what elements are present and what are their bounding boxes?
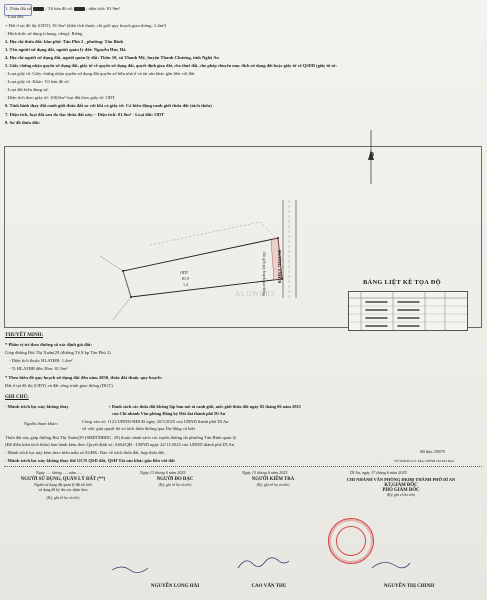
date-1: Ngày ..... tháng ..... năm ..... bbox=[36, 470, 83, 475]
explanation-line-2: Giáp đường Bùi Thị Xuân(29 (đường Tổ 8 kp Tân Phú 2) bbox=[5, 350, 111, 355]
road-setback-label: Chỉ giới quy hoạch giao thông bbox=[262, 252, 266, 296]
parcel-number-line: 1. Thửa đất số: ; Tờ bản đồ số: ; diện tích: 81.9m² bbox=[5, 6, 120, 11]
date-2: Ngày 13 tháng 6 năm 2025 bbox=[140, 470, 186, 475]
watermark: ALOWARS bbox=[235, 290, 276, 298]
explanation-line-1: * Phần vị trí theo đường số xác định giá đất: bbox=[5, 342, 92, 347]
signer-4-instruction: (Ký, ghi rõ họ tên) bbox=[386, 493, 416, 497]
divider bbox=[4, 466, 482, 467]
current-land-type: - Loại đất hiện đang sử: bbox=[5, 87, 49, 92]
coord-table-title: BẢNG LIỆT KÊ TỌA ĐỘ bbox=[363, 279, 441, 286]
certificate-type-other: - Loại giấy tờ: Khác: Tờ bản đồ số: bbox=[5, 79, 70, 84]
date-3: Ngày 13 tháng 6 năm 2025 bbox=[242, 470, 288, 475]
parcel-diagram-label: 8. Sơ đồ thửa đất: bbox=[5, 120, 41, 125]
explanation-line-5: * Theo biên đồ quy hoạch sử dụng đất đến năm 2030, thửa đất thuộc quy hoạch: bbox=[5, 375, 163, 380]
signer-4-name: NGUYỄN THỊ CHINH bbox=[383, 584, 435, 589]
notes-line-6: (Đã điều kiện tách thửa) ban hành kèm theo Quyết định số: 5464/QĐ - UBND ngày 22/11/2023 của UBND thành phố Dĩ An bbox=[5, 442, 235, 447]
street-label: ĐƯỜNG TNH29 bbox=[277, 250, 282, 284]
certificate-type: - Loại giấy tờ: Giấy chứng nhận quyền sử dụng đất quyền sở hữu nhà ở và tài sản khác gắn liền với đất bbox=[5, 71, 195, 76]
signer-1-instruction: (Ký, ghi rõ họ và tên) bbox=[46, 496, 80, 500]
signature-mark-2 bbox=[238, 558, 289, 568]
date-4: Dĩ An, ngày 17 tháng 6 năm 2025 bbox=[350, 470, 407, 475]
explanation-line-4: - Tỉ HLATĐB đến 30m: 81.9m² bbox=[9, 366, 68, 371]
land-type-label: - Loại đất: bbox=[5, 14, 25, 19]
parcel-address: 2. Địa chỉ thửa đất: khu phố: Tân Phú 2 , phường: Tân Bình bbox=[5, 39, 124, 44]
map-code: Mã hiệu: 239078 bbox=[420, 450, 445, 454]
notes-label-1: - Mảnh trích lục này không thay bbox=[5, 404, 69, 409]
signer-1-sub-1: Người sử dụng đất quản lý đất tôi biết bbox=[34, 483, 92, 487]
explanation-line-3: - Diện tích thuộc HLATĐB: 1.4m² bbox=[9, 358, 73, 363]
signer-4-sub-1: KT.GIÁM ĐỐC bbox=[384, 483, 418, 488]
signer-3-instruction: (Ký, ghi rõ họ và tên) bbox=[256, 483, 290, 487]
signer-3-name: CAO VĂN THU bbox=[251, 584, 287, 589]
parcel-boundary bbox=[123, 238, 282, 297]
owner-name: 3. Tên người sử dụng đất, người quản lý đất: Nguyễn Huy Hà bbox=[5, 47, 126, 52]
explanation-heading: THUYẾT MINH: bbox=[5, 333, 44, 338]
signature-mark-4 bbox=[372, 562, 410, 568]
notes-line-2: của Chi nhánh Văn phòng Đăng ký Đất đai thành phố Dĩ An bbox=[112, 411, 226, 416]
notes-line-7: - Mảnh trích lục này kèm theo biểu mẫu số 02/ĐK: Bảo về trích thửa đất, hợp thửa đất. bbox=[5, 450, 165, 455]
signer-2-instruction: (Ký, ghi rõ họ và tên) bbox=[158, 483, 192, 487]
certificate-line: 5. Giấy chứng nhận quyền sử dụng đất, giấy tờ về quyền sử dụng đất, quyết định giao đất, cho thuê đất, cho phép chuyển mục đích sử dụng đất hoặc giấy tờ về QSDĐ (giấy tờ số: bbox=[5, 63, 337, 68]
footer-code: TỜ TRÍCH LỤC ĐỊA CHÍNH DO ĐO ĐẠC bbox=[394, 459, 455, 463]
parcel-label-setback: 1.4 bbox=[183, 282, 188, 287]
owner-address: 4. Địa chỉ người sử dụng đất, người quản lý đất: Thôn 10, xã Thanh Mỹ, huyện Thanh Chương, tỉnh Nghệ An bbox=[5, 55, 219, 60]
usage-form: - Hình thức sử dụng (chung, riêng): Riêng bbox=[5, 31, 83, 36]
explanation-line-6: Đất ở tại đô thị (ODT) và đất công trình giao thông (DGT) bbox=[5, 383, 113, 388]
coord-table bbox=[348, 291, 468, 331]
compass-label: B bbox=[370, 152, 375, 158]
area-after-survey: 7. Diện tích, loại đất sau đo đạc thửa đất này: - Diện tích: 81.9m² - Loại đất: ODT bbox=[5, 112, 165, 117]
notes-line-5: Thửa đất này giáp đường Bùi Thị Xuân(29 (SĐĐTĐĐDC: 29) thuộc danh sách các tuyến đường do phường Tân Bình quản lý bbox=[5, 435, 237, 440]
signer-3-title: NGƯỜI KIỂM TRA bbox=[251, 477, 295, 482]
boundary-change: 6. Tình hình thay đổi ranh giới thửa đất so với khi có giấy tờ: Có biến động ranh giới thửa đất (tách thửa) bbox=[5, 103, 212, 108]
coord-table-grid bbox=[349, 292, 467, 330]
notes-line-4: về việc giải quyết hồ sơ tách thửa đường qua Dự động cá biệt. bbox=[82, 426, 197, 431]
signer-1-sub-2: sử dụng đã ký tên xác nhận theo bbox=[38, 488, 88, 492]
notes-label-3: Nguồn tham khảo: bbox=[24, 421, 59, 426]
notes-line-3: Công văn số: 1121/UBND-HĐCĐ ngày 20/5/2025 của UBND thành phố Dĩ An bbox=[82, 419, 229, 424]
signature-mark-1 bbox=[112, 567, 148, 573]
parcel-label-area: 81.9 bbox=[182, 276, 189, 281]
notes-heading: GHI CHÚ: bbox=[5, 395, 29, 400]
signer-1-title: NGƯỜI SỬ DỤNG, QUẢN LÝ ĐẤT (**) bbox=[20, 477, 106, 482]
notes-line-8: - Mảnh trích lục này không thay thế GCN QSD đất, QSH Tài sản khác gắn liền với đất bbox=[5, 458, 175, 463]
signer-2-title: NGƯỜI ĐO ĐẠC bbox=[156, 477, 194, 482]
land-type-detail: + Đất ở tại đô thị (ODT): 81.9m² (diện tích thuộc chỉ giới quy hoạch giao thông: 1.4m²) bbox=[5, 23, 167, 28]
parcel-label-type: ODT bbox=[180, 270, 189, 275]
signer-4-title: CHI NHÁNH VĂN PHÒNG ĐKĐĐ THÀNH PHỐ DĨ AN bbox=[346, 477, 456, 482]
notes-line-1: + Danh sách các thửa đất không lập bản mô tả ranh giới, mốc giới thửa đất ngày 02 tháng 06 năm 2025 bbox=[108, 404, 301, 409]
signer-2-name: NGUYỄN LONG HẢI bbox=[150, 584, 200, 589]
area-per-document: - Diện tích theo giấy tờ: 108,0m² loại đất theo giấy tờ: ODT bbox=[5, 95, 115, 100]
signer-4-sub-2: PHÓ GIÁM ĐỐC bbox=[382, 488, 420, 493]
